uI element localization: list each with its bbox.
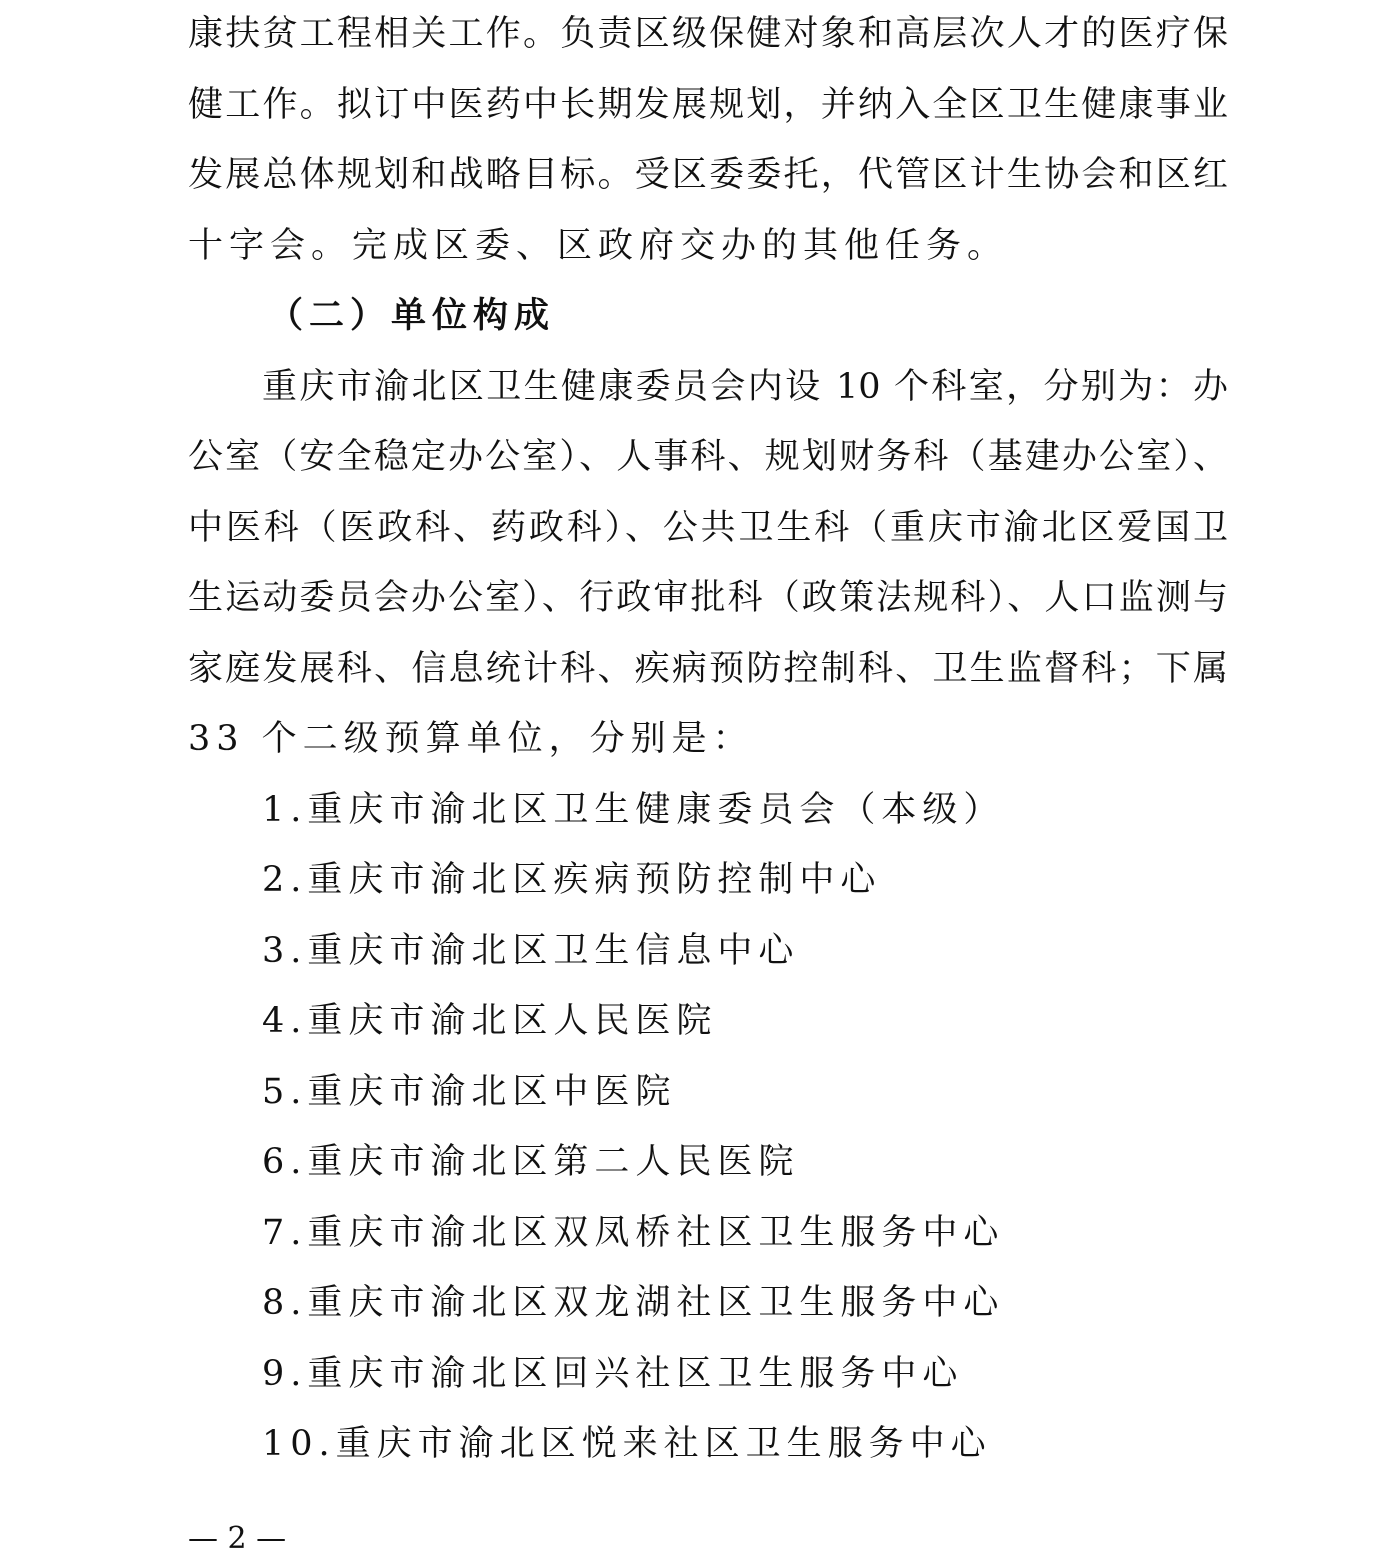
list-item: 8.重庆市渝北区双龙湖社区卫生服务中心 (262, 1283, 1005, 1323)
list-item: 5.重庆市渝北区中医院 (262, 1071, 677, 1112)
paragraph-line: 发展总体规划和战略目标。受区委委托，代管区计生协会和区红 (188, 155, 1228, 195)
paragraph-unit-composition (188, 359, 1228, 782)
list-item: 1.重庆市渝北区卫生健康委员会（本级） (262, 789, 1005, 830)
list-item: 9.重庆市渝北区回兴社区卫生服务中心 (262, 1353, 964, 1394)
paragraph-line: 重庆市渝北区卫生健康委员会内设 10 个科室，分别为：办 (262, 366, 1228, 407)
list-item: 7.重庆市渝北区双凤桥社区卫生服务中心 (262, 1212, 1005, 1253)
paragraph-line: 康扶贫工程相关工作。负责区级保健对象和高层次人才的医疗保 (188, 14, 1228, 54)
list-item: 6.重庆市渝北区第二人民医院 (262, 1142, 800, 1182)
list-item: 4.重庆市渝北区人民医院 (262, 1001, 718, 1041)
document-page (188, 6, 1228, 1487)
paragraph-line: 生运动委员会办公室）、行政审批科（政策法规科）、人口监测与 (188, 578, 1228, 618)
paragraph-line: 健工作。拟订中医药中长期发展规划，并纳入全区卫生健康事业 (188, 84, 1228, 125)
paragraph-line: 家庭发展科、信息统计科、疾病预防控制科、卫生监督科；下属 (188, 648, 1228, 689)
list-item: 3.重庆市渝北区卫生信息中心 (262, 930, 800, 971)
unit-list (188, 782, 1228, 1487)
paragraph-line: 公室（安全稳定办公室）、人事科、规划财务科（基建办公室）、 (188, 437, 1228, 477)
paragraph-line: 中医科（医政科、药政科）、公共卫生科（重庆市渝北区爱国卫 (188, 507, 1228, 548)
page-number: — 2 — (188, 1521, 287, 1556)
paragraph-line: 十字会。完成区委、区政府交办的其他任务。 (188, 225, 1009, 266)
paragraph-line: 33 个二级预算单位，分别是： (188, 719, 754, 759)
list-item: 2.重庆市渝北区疾病预防控制中心 (262, 860, 882, 900)
list-item: 10.重庆市渝北区悦来社区卫生服务中心 (262, 1424, 992, 1464)
paragraph-duties-continued (188, 6, 1228, 288)
section-heading: （二）单位构成 (268, 295, 556, 336)
